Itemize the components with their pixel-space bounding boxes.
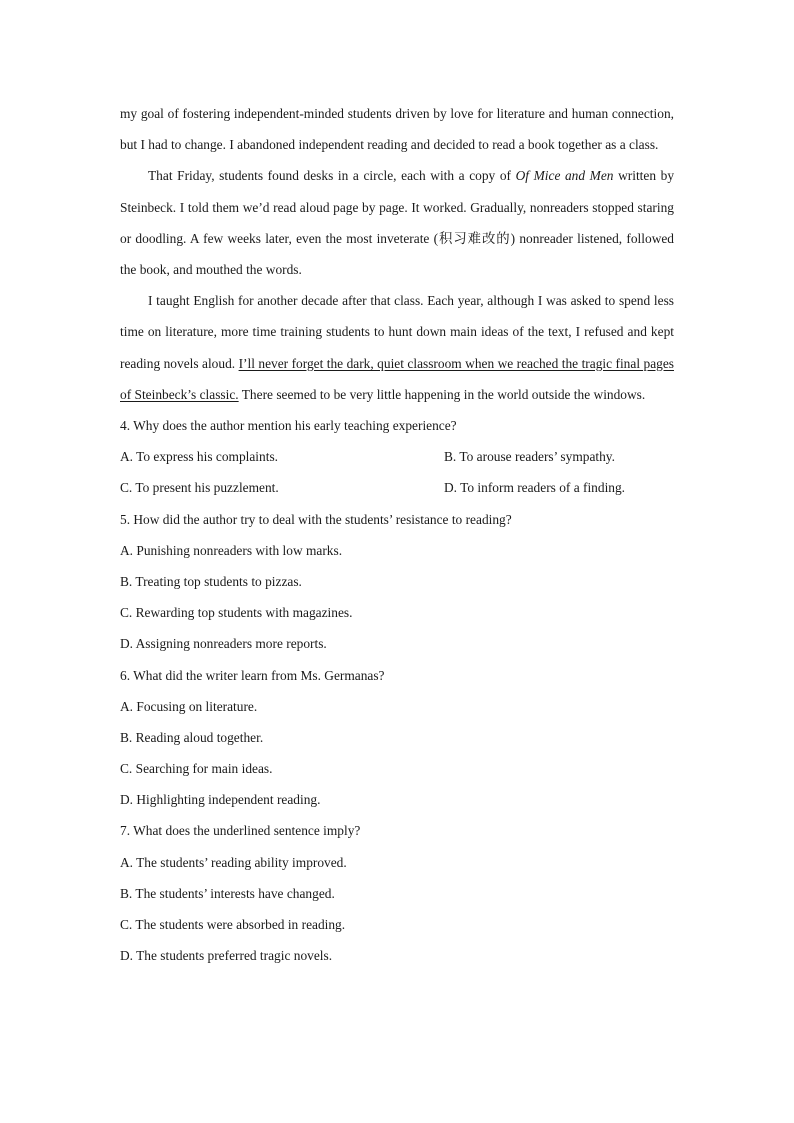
question-4-option-b[interactable]: B. To arouse readers’ sympathy.	[444, 449, 615, 465]
question-5-option-c[interactable]: C. Rewarding top students with magazines.	[120, 605, 353, 621]
passage-paragraph-1	[120, 98, 674, 160]
question-4-stem: 4. Why does the author mention his early teaching experience?	[120, 418, 457, 434]
question-4-options-row-1	[120, 441, 674, 472]
underlined-sentence: I’ll never forget the dark, quiet classroom when we reached the tragic final pages of Steinbeck’s classic.	[120, 355, 674, 402]
book-title: Of Mice and Men	[515, 168, 614, 184]
question-4-option-c[interactable]: C. To present his puzzlement.	[120, 480, 279, 496]
passage-paragraph-2-text-start: That Friday, students found desks in a circle, each with a copy of	[148, 168, 516, 184]
document-page	[120, 98, 674, 971]
question-6-option-d[interactable]: D. Highlighting independent reading.	[120, 792, 321, 808]
question-7-option-a[interactable]: A. The students’ reading ability improved.	[120, 854, 347, 870]
question-6-option-b[interactable]: B. Reading aloud together.	[120, 729, 264, 745]
question-4-option-a[interactable]: A. To express his complaints.	[120, 449, 278, 465]
question-6-stem: 6. What did the writer learn from Ms. Germanas?	[120, 667, 385, 683]
passage-paragraph-3	[120, 285, 674, 410]
question-4-options-row-2	[120, 472, 674, 503]
question-5-option-d[interactable]: D. Assigning nonreaders more reports.	[120, 636, 327, 652]
passage-paragraph-2	[120, 160, 674, 285]
question-4-option-d[interactable]: D. To inform readers of a finding.	[444, 480, 626, 496]
question-6-option-a[interactable]: A. Focusing on literature.	[120, 698, 258, 714]
passage-paragraph-2-text-end: written by Steinbeck. I told them we’d read aloud page by page. It worked. Gradually, nonreaders stopped staring or doodling. A few weeks later, even the most inveterate (积习难改的) nonreader listened, followed the book, and mouthed the words.	[120, 168, 675, 278]
passage-paragraph-3-text-start: I taught English for another decade after that class. Each year, although I was asked to spend less time on literature, more time training students to hunt down main ideas of the text, I refused and kept reading novels aloud.	[120, 293, 674, 371]
question-5-option-b[interactable]: B. Treating top students to pizzas.	[120, 573, 302, 589]
question-5-stem: 5. How did the author try to deal with the students’ resistance to reading?	[120, 511, 512, 527]
question-7-option-d[interactable]: D. The students preferred tragic novels.	[120, 948, 333, 964]
question-7-stem: 7. What does the underlined sentence imply?	[120, 823, 361, 839]
passage-paragraph-3-text-end: There seemed to be very little happening in the world outside the windows.	[238, 386, 646, 402]
question-7-option-b[interactable]: B. The students’ interests have changed.	[120, 885, 335, 901]
question-5-option-a[interactable]: A. Punishing nonreaders with low marks.	[120, 542, 343, 558]
question-7-option-c[interactable]: C. The students were absorbed in reading.	[120, 917, 346, 933]
question-6-option-c[interactable]: C. Searching for main ideas.	[120, 761, 273, 777]
passage-paragraph-1-text: my goal of fostering independent-minded students driven by love for literature and human connection, but I had to change. I abandoned independent reading and decided to read a book together as a class.	[120, 106, 674, 153]
